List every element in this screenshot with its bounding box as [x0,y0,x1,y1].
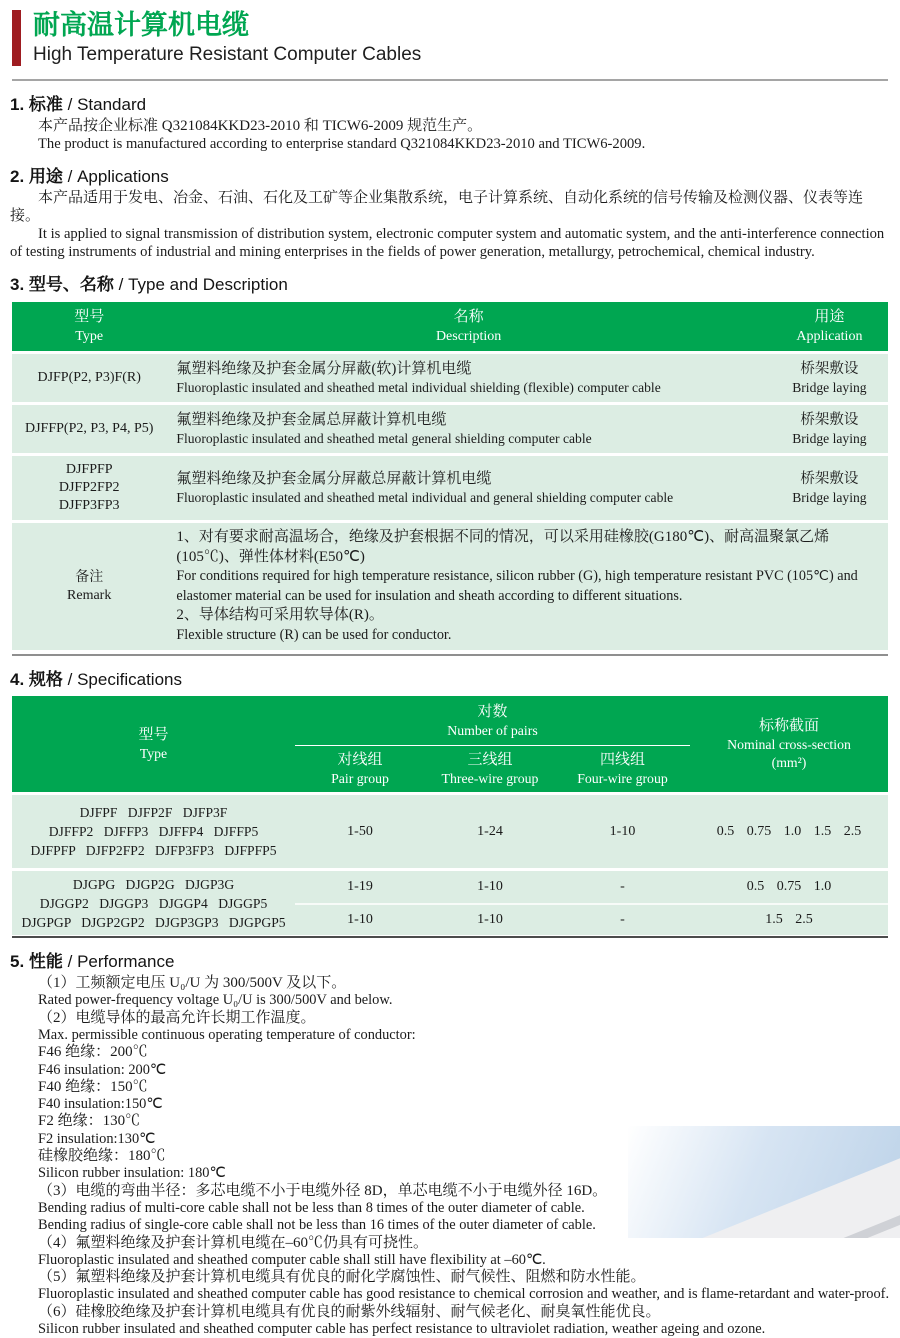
type-line: DJFFP2 DJFFP3 DJFFP4 DJFFP5 [48,824,259,840]
table3-col-description [166,302,770,351]
page-header [0,0,900,66]
pairs-group-title [295,696,690,746]
three-wire-value: 1-10 [425,903,555,935]
section-5-label-en: / Performance [67,952,175,972]
t4-type-zh: 型号 [138,726,169,744]
table3-bottom-border [12,654,888,656]
col-app-en: Application [796,329,863,345]
performance-line: Max. permissible continuous operating temperature of conductor: [38,1026,416,1043]
section-5-label: 5. 性能 [10,952,63,972]
section-4-label: 4. 规格 [10,670,63,690]
remark-line: 2、导体结构可采用软导体(R)。 [176,607,384,624]
table4-header [12,696,888,792]
table3-col-type [12,302,166,351]
desc-zh: 氟塑料绝缘及护套金属总屏蔽计算机电缆 [176,412,447,429]
type-line: DJGPGP DJGP2GP2 DJGP3GP3 DJGPGP5 [21,914,286,930]
type-line: DJGPG DJGP2G DJGP3G [72,876,235,892]
four-wire-value: 1-10 [609,823,636,839]
section-1-label-en: / Standard [67,95,147,115]
table-row-merged [12,871,888,935]
section-1-label: 1. 标准 [10,95,63,115]
table-row [12,456,888,520]
performance-line: F2 绝缘：130℃ [38,1113,141,1130]
desc-en: Fluoroplastic insulated and sheathed metal general shielding computer cable [176,431,592,447]
table-row [12,795,888,868]
pair-group-value: 1-19 [347,879,373,895]
section-5-heading [10,947,900,972]
subcol-four-wire-group: 四线组 Four-wire group [577,751,668,787]
table4-col-nominal [690,696,888,792]
subcol-three-wire-group: 三线组 Three-wire group [441,751,539,787]
col-desc-en: Description [435,329,502,345]
performance-line: （3）电缆的弯曲半径：多芯电缆不小于电缆外径 8D，单芯电缆不小于电缆外径 16D。 [38,1182,608,1199]
pairs-subheaders [295,746,690,792]
nominal-unit: (mm²) [771,755,807,771]
col-desc-zh: 名称 [453,308,484,326]
applications-paragraph-en: It is applied to signal transmission of distribution system, electronic computer system and automatic system, and the anti-interference connection of testing instruments of industrial and mining enterprises in the fields of power generation, metallurgy, petrochemical, chemical industry. [10,226,885,261]
nominal-value: 1.5 2.5 [690,903,888,935]
remark-row [12,523,888,650]
performance-line: F46 绝缘：200℃ [38,1044,148,1061]
type-line: DJFPFP DJFP2FP2 DJFP3FP3 DJFPFP5 [30,843,277,859]
type-cell [12,871,295,935]
title-block [33,10,421,66]
application-cell [771,456,888,520]
performance-line: 硅橡胶绝缘：180℃ [38,1148,166,1165]
performance-line: F46 insulation: 200℃ [38,1061,167,1078]
section-3-label: 3. 型号、名称 [10,275,114,295]
type-line: DJFP3FP3 [58,498,120,514]
app-en: Bridge laying [792,490,867,506]
application-cell [771,354,888,402]
performance-line: （6）硅橡胶绝缘及护套计算机电缆具有优良的耐紫外线辐射、耐气候老化、耐臭氧性能优良。 [38,1303,661,1320]
desc-en: Fluoroplastic insulated and sheathed metal individual and general shielding computer cable [176,490,674,506]
performance-line: （4）氟塑料绝缘及护套计算机电缆在–60℃仍具有可挠性。 [38,1234,429,1251]
type-cell [12,795,295,868]
nominal-zh: 标称截面 [758,717,819,735]
type-cell: DJFFP(P2, P3, P4, P5) [12,405,166,453]
type-cell [12,456,166,520]
table3-col-application [771,302,888,351]
section-4-heading [10,665,900,690]
section-1-heading [10,90,900,115]
description-cell [166,405,770,453]
section-2-label: 2. 用途 [10,167,63,187]
pairs-en: Number of pairs [447,722,538,738]
performance-line: F40 绝缘：150℃ [38,1078,148,1095]
section-2-label-en: / Applications [67,167,169,187]
section-3-heading [10,270,900,295]
section-2-heading [10,162,900,187]
table4-bottom-border [12,936,888,938]
app-en: Bridge laying [792,431,867,447]
app-zh: 桥架敷设 [800,471,859,488]
performance-line: F2 insulation:130℃ [38,1130,156,1147]
performance-list [38,975,900,1338]
type-cell: DJFP(P2, P3)F(R) [12,354,166,402]
page-title-en: High Temperature Resistant Computer Cables [33,44,422,66]
remark-line: 1、对有要求耐高温场合，绝缘及护套根据不同的情况，可以采用硅橡胶(G180℃)、耐高温聚氯乙烯(105℃)、弹性体材料(E50℃) [176,529,830,565]
t4-type-en: Type [139,746,168,762]
col-app-zh: 用途 [814,308,845,326]
remark-line: For conditions required for high temperature resistance, silicon rubber (G), high temperature resistant PVC (105℃) and elastomer material can be used for insulation and sheath according to different situations. [176,568,858,604]
pair-group-value: 1-50 [347,823,373,839]
standard-paragraph-zh: 本产品按企业标准 Q321084KKD23-2010 和 TICW6-2009 规范生产。 [38,118,483,135]
type-description-table [12,299,888,653]
four-wire-value: - [555,903,690,935]
performance-line: Silicon rubber insulation: 180℃ [38,1165,226,1182]
applications-paragraph-zh: 本产品适用于发电、冶金、石油、石化及工矿等企业集散系统，电子计算系统、自动化系统的信号传输及检测仪器、仪表等连接。 [10,190,864,225]
performance-line: Fluoroplastic insulated and sheathed computer cable shall still have flexibility at –60℃. [38,1251,546,1268]
performance-line: （1）工频额定电压 U₀/U 为 300/500V 及以下。 [38,975,347,992]
performance-line: Rated power-frequency voltage U₀/U is 300/500V and below. [38,992,393,1009]
pairs-zh: 对数 [477,702,508,720]
app-zh: 桥架敷设 [800,361,859,378]
page-title-zh: 耐高温计算机电缆 [33,10,249,40]
application-cell [771,405,888,453]
performance-line: （5）氟塑料绝缘及护套计算机电缆具有优良的耐化学腐蚀性、耐气候性、阻燃和防水性能。 [38,1269,646,1286]
remark-label-zh: 备注 [75,569,104,585]
table-row [12,405,888,453]
table4-col-pairs-group [295,696,690,792]
red-accent-bar [12,10,21,66]
subcol-pair-group: 对线组 Pair group [331,751,389,787]
pair-group-value: 1-10 [295,903,425,935]
performance-line: F40 insulation:150℃ [38,1096,163,1113]
table-row [12,354,888,402]
header-divider [12,79,888,81]
type-line: DJFP2FP2 [58,480,120,496]
four-wire-value: - [620,879,625,895]
three-wire-value: 1-24 [477,823,503,839]
app-zh: 桥架敷设 [800,412,859,429]
nominal-value: 0.5 0.75 1.0 1.5 2.5 [716,823,862,839]
desc-zh: 氟塑料绝缘及护套金属分屏蔽总屏蔽计算机电缆 [176,471,492,488]
description-cell [166,456,770,520]
performance-line: Silicon rubber insulated and sheathed computer cable has perfect resistance to ultraviolet radiation, weather ageing and ozone. [38,1320,766,1337]
desc-zh: 氟塑料绝缘及护套金属分屏蔽(软)计算机电缆 [176,361,472,378]
performance-line: Bending radius of multi-core cable shall not be less than 8 times of the outer diameter of cable. [38,1199,585,1216]
performance-line: （2）电缆导体的最高允许长期工作温度。 [38,1009,316,1026]
remark-label-cell [12,523,166,650]
performance-line: Fluoroplastic insulated and sheathed computer cable has good resistance to chemical corrosion and weather, and is flame-retardant and water-proof. [38,1286,890,1303]
desc-en: Fluoroplastic insulated and sheathed metal individual shielding (flexible) computer cable [176,380,661,396]
app-en: Bridge laying [792,380,867,396]
standard-paragraph-en: The product is manufactured according to enterprise standard Q321084KKD23-2010 and TICW6-2009. [38,136,646,153]
type-line: DJFPFP [65,462,113,478]
table3-header-row [12,302,888,351]
remark-content-cell [166,523,888,650]
section-3-label-en: / Type and Description [118,275,288,295]
type-line: DJGGP2 DJGGP3 DJGGP4 DJGGP5 [39,895,268,911]
performance-line: Bending radius of single-core cable shall not be less than 16 times of the outer diameter of cable. [38,1217,596,1234]
table4-col-type [12,696,295,792]
type-line: DJFPF DJFP2F DJFP3F [79,805,228,821]
remark-line: Flexible structure (R) can be used for conductor. [176,626,452,643]
three-wire-value: 1-10 [477,879,503,895]
nominal-value: 0.5 0.75 1.0 [746,879,832,895]
section-4-label-en: / Specifications [67,670,182,690]
nominal-en: Nominal cross-section [727,737,851,753]
description-cell [166,354,770,402]
specifications-table [12,696,888,935]
remark-label-en: Remark [67,587,112,603]
col-type-zh: 型号 [74,308,105,326]
col-type-en: Type [75,329,104,345]
